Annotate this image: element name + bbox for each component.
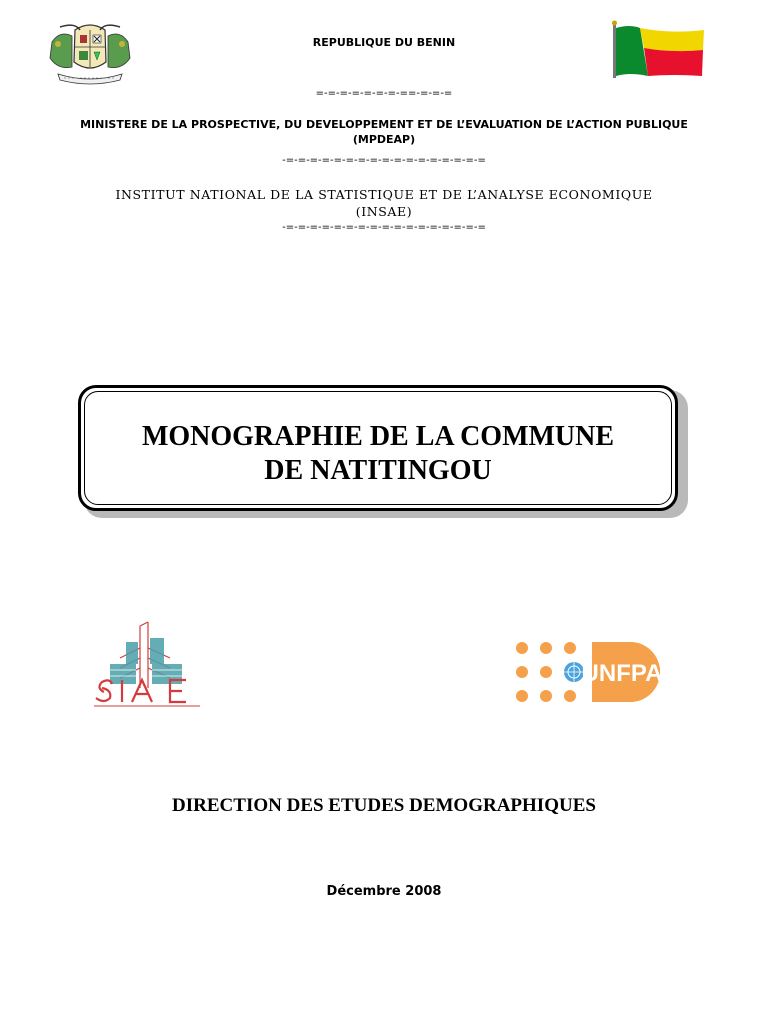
insae-logo bbox=[90, 618, 205, 713]
publication-date: Décembre 2008 bbox=[326, 884, 442, 899]
ministry-line-1: MINISTERE DE LA PROSPECTIVE, DU DEVELOPPEMENT ET DE L’EVALUATION DE L’ACTION PUBLIQUE bbox=[80, 118, 688, 131]
title-box bbox=[78, 385, 678, 511]
document-title bbox=[81, 420, 675, 488]
ministry-name bbox=[0, 117, 768, 147]
unfpa-logo bbox=[512, 638, 668, 708]
direction-name: DIRECTION DES ETUDES DEMOGRAPHIQUES bbox=[172, 795, 596, 816]
institute-acronym: (INSAE) bbox=[355, 204, 413, 219]
country-name: REPUBLIQUE DU BENIN bbox=[312, 36, 456, 49]
ministry-acronym: (MPDEAP) bbox=[352, 133, 416, 146]
institute-line-1: INSTITUT NATIONAL DE LA STATISTIQUE ET DE L’ANALYSE ECONOMIQUE bbox=[115, 187, 653, 202]
unfpa-wordmark: UNFPA bbox=[581, 660, 663, 687]
institute-name bbox=[0, 186, 768, 220]
benin-flag bbox=[610, 20, 710, 80]
separator: -=-=-=-=-=-=-=-=-=-=-=-=-=-=-=-=-= bbox=[282, 155, 486, 166]
title-line-2: DE NATITINGOU bbox=[264, 455, 492, 486]
separator: -=-=-=-=-=-=-=-=-=-=-=-=-=-=-=-=-= bbox=[282, 222, 486, 233]
coat-of-arms-logo bbox=[40, 22, 140, 87]
title-line-1: MONOGRAPHIE DE LA COMMUNE bbox=[141, 421, 615, 452]
separator: =-=-=-=-=-=-=-==-=-=-= bbox=[315, 88, 453, 99]
